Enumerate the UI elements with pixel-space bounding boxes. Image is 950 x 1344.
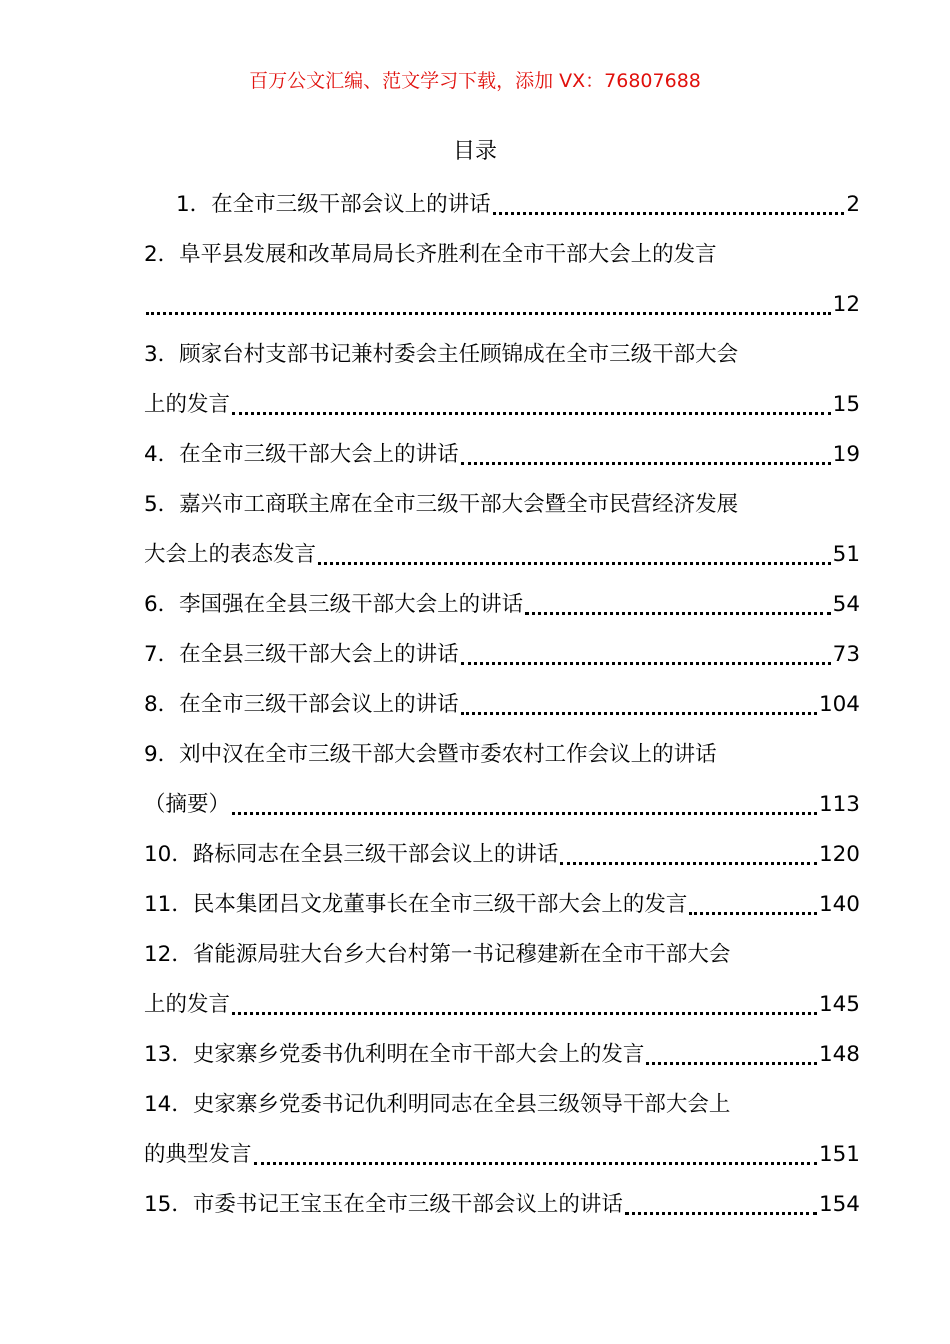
- watermark-banner: 百万公文汇编、范文学习下载，添加 VX：76807688: [249, 70, 701, 92]
- table-of-contents: [144, 180, 860, 1230]
- dot-leader: [525, 612, 830, 615]
- toc-entry-line[interactable]: [144, 530, 860, 580]
- dot-leader: [232, 1012, 817, 1015]
- toc-page-number: 154: [818, 1192, 860, 1217]
- toc-entry-line[interactable]: [144, 1180, 860, 1230]
- toc-entry-text: 2．阜平县发展和改革局局长齐胜利在全市干部大会上的发言: [144, 242, 717, 267]
- dot-leader: [461, 662, 831, 665]
- toc-entry-line[interactable]: [144, 630, 860, 680]
- toc-entry-line[interactable]: [144, 1130, 860, 1180]
- toc-page-number: 104: [818, 692, 860, 717]
- toc-page-number: 15: [832, 392, 860, 417]
- dot-leader: [625, 1212, 817, 1215]
- dot-leader: [146, 312, 831, 315]
- toc-entry-text: （摘要）: [144, 792, 231, 817]
- toc-entry-text: 9．刘中汉在全市三级干部大会暨市委农村工作会议上的讲话: [144, 742, 717, 767]
- toc-entry-text: 上的发言: [144, 392, 231, 417]
- toc-entry-line[interactable]: [144, 480, 860, 530]
- toc-entry-line[interactable]: [144, 330, 860, 380]
- toc-entry-line[interactable]: [144, 280, 860, 330]
- toc-page-number: 148: [818, 1042, 860, 1067]
- toc-page-number: 73: [832, 642, 860, 667]
- toc-entry-text: 12．省能源局驻大台乡大台村第一书记穆建新在全市干部大会: [144, 942, 731, 967]
- dot-leader: [689, 912, 817, 915]
- dot-leader: [461, 712, 817, 715]
- toc-entry-text: 的典型发言: [144, 1142, 252, 1167]
- toc-page-number: 2: [846, 192, 860, 217]
- toc-page-number: 113: [818, 792, 860, 817]
- toc-entry-text: 3．顾家台村支部书记兼村委会主任顾锦成在全市三级干部大会: [144, 342, 739, 367]
- toc-entry-text: 上的发言: [144, 992, 231, 1017]
- dot-leader: [560, 862, 817, 865]
- toc-page-number: 140: [818, 892, 860, 917]
- toc-page-number: 151: [818, 1142, 860, 1167]
- toc-page-number: 12: [832, 292, 860, 317]
- toc-entry-line[interactable]: [144, 380, 860, 430]
- toc-entry-line[interactable]: [144, 930, 860, 980]
- toc-entry-line[interactable]: [144, 780, 860, 830]
- toc-entry-line[interactable]: [144, 580, 860, 630]
- toc-entry-text: 10．路标同志在全县三级干部会议上的讲话: [144, 842, 559, 867]
- toc-entry-line[interactable]: [144, 430, 860, 480]
- toc-entry-line[interactable]: [144, 180, 860, 230]
- toc-entry-line[interactable]: [144, 730, 860, 780]
- toc-page-number: 54: [832, 592, 860, 617]
- toc-entry-line[interactable]: [144, 1030, 860, 1080]
- toc-entry-text: 13．史家寨乡党委书仇利明在全市干部大会上的发言: [144, 1042, 645, 1067]
- toc-entry-text: 5．嘉兴市工商联主席在全市三级干部大会暨全市民营经济发展: [144, 492, 739, 517]
- toc-page-number: 120: [818, 842, 860, 867]
- dot-leader: [646, 1062, 817, 1065]
- toc-entry-text: 11．民本集团吕文龙董事长在全市三级干部大会上的发言: [144, 892, 688, 917]
- toc-page-number: 145: [818, 992, 860, 1017]
- toc-entry-line[interactable]: [144, 680, 860, 730]
- toc-entry-text: 7．在全县三级干部大会上的讲话: [144, 642, 459, 667]
- toc-page-number: 19: [832, 442, 860, 467]
- dot-leader: [318, 562, 831, 565]
- toc-entry-text: 大会上的表态发言: [144, 542, 317, 567]
- toc-entry-line[interactable]: [144, 1080, 860, 1130]
- dot-leader: [254, 1162, 817, 1165]
- toc-entry-text: 14．史家寨乡党委书记仇利明同志在全县三级领导干部大会上: [144, 1092, 731, 1117]
- dot-leader: [232, 812, 817, 815]
- toc-entry-text: 1．在全市三级干部会议上的讲话: [176, 192, 491, 217]
- toc-entry-text: 6．李国强在全县三级干部大会上的讲话: [144, 592, 524, 617]
- toc-entry-text: 4．在全市三级干部大会上的讲话: [144, 442, 459, 467]
- toc-entry-text: 8．在全市三级干部会议上的讲话: [144, 692, 459, 717]
- dot-leader: [232, 412, 831, 415]
- toc-entry-line[interactable]: [144, 230, 860, 280]
- dot-leader: [461, 462, 831, 465]
- toc-entry-line[interactable]: [144, 880, 860, 930]
- toc-entry-line[interactable]: [144, 830, 860, 880]
- toc-page-number: 51: [832, 542, 860, 567]
- toc-title: 目录: [452, 139, 497, 164]
- dot-leader: [493, 212, 845, 215]
- toc-entry-text: 15．市委书记王宝玉在全市三级干部会议上的讲话: [144, 1192, 623, 1217]
- toc-entry-line[interactable]: [144, 980, 860, 1030]
